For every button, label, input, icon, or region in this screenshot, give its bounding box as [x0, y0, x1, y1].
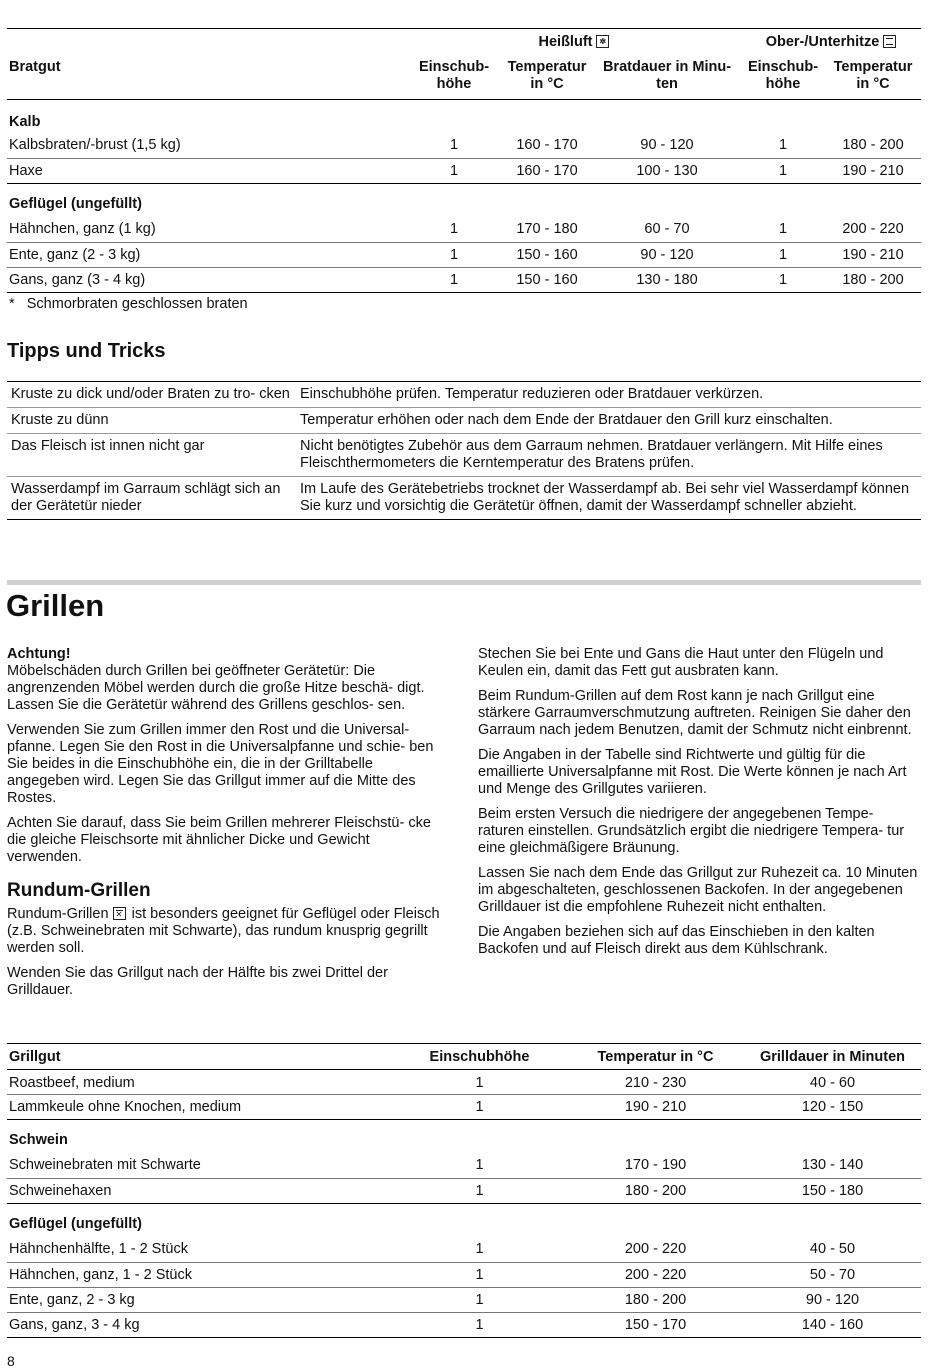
- cell-temp: 180 - 200: [624, 1291, 687, 1308]
- hot-air-fan-icon: ✲: [596, 35, 609, 48]
- paragraph: Die Angaben in der Tabelle sind Richtwerte und gültig für die emaillierte Universalpfanne mit Rost. Die Werte können je nach Art und Menge des Grillgutes variieren.: [478, 747, 907, 797]
- grillen-heading: Grillen: [6, 588, 105, 623]
- footnote-text: Schmorbraten geschlossen braten: [26, 295, 248, 312]
- paragraph: Beim ersten Versuch die niedrigere der angegebenen Tempe- raturen einstellen. Grundsätzlich ergibt die niedrigere Tempera- tur eine gleichmäßigere Bräunung.: [478, 806, 905, 856]
- cell-food: Hähnchen, ganz, 1 - 2 Stück: [9, 1266, 192, 1283]
- col-food: Bratgut: [9, 59, 61, 75]
- rundum-paragraph: [7, 906, 447, 957]
- paragraph: Wenden Sie das Grillgut nach der Hälfte bis zwei Drittel der Grilldauer.: [7, 965, 388, 998]
- cell-food: Schweinehaxen: [9, 1182, 112, 1199]
- roast-footnote: [7, 293, 921, 312]
- section-row: [7, 1203, 921, 1237]
- cell-shelf: 1: [778, 162, 788, 179]
- col-shelf-hot-air: Einschub- höhe: [418, 59, 490, 92]
- cell-shelf: 1: [449, 271, 459, 288]
- col-shelf: Einschubhöhe: [429, 1049, 530, 1065]
- cell-food: Lammkeule ohne Knochen, medium: [9, 1098, 242, 1115]
- cell-shelf: 1: [475, 1182, 484, 1199]
- page-number: 8: [7, 1353, 15, 1369]
- cell-food: Hähnchenhälfte, 1 - 2 Stück: [9, 1241, 188, 1257]
- cell-shelf: 1: [475, 1266, 484, 1283]
- cell-temp: 150 - 160: [516, 271, 578, 288]
- cell-food: Kalbsbraten/-brust (1,5 kg): [9, 137, 181, 153]
- cell-temp: 200 - 220: [624, 1241, 687, 1257]
- cell-shelf: 1: [449, 137, 459, 153]
- cell-shelf: 1: [475, 1291, 484, 1308]
- section-row: [7, 99, 921, 133]
- tip-row: [7, 408, 921, 434]
- cell-temp: 180 - 200: [624, 1182, 687, 1199]
- section-row: [7, 183, 921, 217]
- cell-shelf: 1: [475, 1316, 484, 1333]
- section-title-poultry: Geflügel (ungefüllt): [9, 195, 142, 212]
- paragraph: Stechen Sie bei Ente und Gans die Haut unter den Flügeln und Keulen ein, damit das Fett gut ausbraten kann.: [478, 646, 884, 679]
- table-row: [7, 242, 921, 267]
- table-row: [7, 1178, 921, 1203]
- cell-time: 140 - 160: [801, 1316, 864, 1333]
- grillen-left-column: [7, 646, 447, 1007]
- table-row: [7, 217, 921, 242]
- cell-shelf: 1: [475, 1241, 484, 1257]
- cell-time: 130 - 140: [801, 1157, 864, 1173]
- tip-problem: Wasserdampf im Garraum schlägt sich an der Gerätetür nieder: [7, 477, 296, 520]
- cell-food: Schweinebraten mit Schwarte: [9, 1157, 201, 1173]
- cell-shelf: 1: [475, 1157, 484, 1173]
- cell-shelf: 1: [778, 137, 788, 153]
- rundum-text-start: Rundum-Grillen: [7, 906, 109, 922]
- tip-row: [7, 477, 921, 520]
- cell-temp: 190 - 210: [624, 1098, 687, 1115]
- cell-time: 50 - 70: [809, 1266, 856, 1283]
- cell-food: Haxe: [9, 162, 43, 179]
- table-row: [7, 1287, 921, 1312]
- footnote-mark: *: [9, 295, 15, 312]
- cell-shelf: 1: [778, 221, 788, 237]
- grillen-right-column: [478, 646, 921, 966]
- tip-row: [7, 382, 921, 408]
- cell-time: 90 - 120: [640, 137, 694, 153]
- tip-solution: Temperatur erhöhen oder nach dem Ende der Bratdauer den Grill kurz einschalten.: [296, 408, 921, 434]
- cell-food: Ente, ganz, 2 - 3 kg: [9, 1291, 135, 1308]
- paragraph: Verwenden Sie zum Grillen immer den Rost und die Universal- pfanne. Legen Sie den Rost in die Universalpfanne und schie- ben Sie beides in die Einschubhöhe ein, die in der Grilltabelle angegeben wird. Legen Sie das Grillgut immer auf die Mitte des Rostes.: [7, 722, 434, 806]
- col-grill-food: Grillgut: [9, 1049, 61, 1065]
- cell-food: Gans, ganz, 3 - 4 kg: [9, 1316, 140, 1333]
- cell-temp: 200 - 220: [624, 1266, 687, 1283]
- cell-time: 130 - 180: [636, 271, 698, 288]
- cell-shelf: 1: [475, 1074, 484, 1091]
- cell-time: 150 - 180: [801, 1182, 864, 1199]
- cell-temp: 210 - 230: [624, 1074, 687, 1091]
- cell-time: 90 - 120: [805, 1291, 860, 1308]
- cell-temp: 190 - 210: [842, 246, 904, 263]
- col-grill-time: Grilldauer in Minuten: [759, 1049, 905, 1065]
- section-divider: [7, 580, 921, 585]
- cell-food: Gans, ganz (3 - 4 kg): [9, 271, 146, 288]
- paragraph: Die Angaben beziehen sich auf das Einschieben in den kalten Backofen und auf Fleisch direkt aus dem Kühlschrank.: [478, 924, 875, 957]
- rundum-heading: Rundum-Grillen: [7, 880, 151, 901]
- cell-shelf: 1: [449, 246, 459, 263]
- tip-row: [7, 434, 921, 477]
- cell-temp: 180 - 200: [842, 137, 904, 153]
- roast-table: [7, 28, 921, 312]
- warning-text: Möbelschäden durch Grillen bei geöffneter Gerätetür: Die angrenzenden Möbel werden durch die große Hitze beschä- digt. Lassen Sie die Gerätetür während des Grillens geschlos- sen.: [7, 663, 425, 713]
- cell-time: 40 - 60: [809, 1074, 856, 1091]
- paragraph: Achten Sie darauf, dass Sie beim Grillen mehrerer Fleischstü- cke die gleiche Fleischsorte mit ähnlicher Dicke und Gewicht verwenden.: [7, 815, 431, 865]
- warning-title: Achtung!: [7, 646, 71, 662]
- cell-temp: 150 - 170: [624, 1316, 687, 1333]
- cell-temp: 150 - 160: [516, 246, 578, 263]
- table-row: [7, 267, 921, 292]
- cell-time: 90 - 120: [640, 246, 694, 263]
- grill-table: [7, 1043, 921, 1338]
- top-bottom-heat-label: Ober-/Unterhitze: [765, 34, 880, 50]
- top-bottom-heat-icon: [883, 35, 896, 48]
- section-title-veal: Kalb: [9, 113, 41, 130]
- top-bottom-heat-group-header: [741, 29, 921, 53]
- hot-air-label: Heißluft: [538, 34, 593, 50]
- paragraph: Lassen Sie nach dem Ende das Grillgut zur Ruhezeit ca. 10 Minuten im abgeschalteten, geschlossenen Backofen. In der angegebenen Grilldauer ist die empfohlene Ruhezeit nicht enthalten.: [478, 865, 918, 915]
- table-row: [7, 158, 921, 183]
- table-row: [7, 1312, 921, 1337]
- paragraph: Beim Rundum-Grillen auf dem Rost kann je nach Grillgut eine stärkere Garraumverschmutzung auftreten. Reinigen Sie daher den Garraum nach jedem Benutzen, damit der Schmutz nicht einbrennt.: [478, 688, 912, 738]
- section-title-pork: Schwein: [9, 1131, 68, 1148]
- hot-air-group-header: [407, 29, 741, 53]
- cell-shelf: 1: [778, 271, 788, 288]
- table-row: [7, 1094, 921, 1119]
- table-row: [7, 1237, 921, 1262]
- cell-temp: 160 - 170: [516, 162, 578, 179]
- cell-temp: 200 - 220: [842, 221, 904, 237]
- cell-temp: 180 - 200: [842, 271, 904, 288]
- section-row: [7, 1119, 921, 1153]
- cell-temp: 170 - 190: [624, 1157, 687, 1173]
- cell-food: Roastbeef, medium: [9, 1074, 135, 1091]
- cell-temp: 160 - 170: [516, 137, 578, 153]
- col-shelf-top-bottom: Einschub- höhe: [747, 59, 819, 92]
- section-title-poultry: Geflügel (ungefüllt): [9, 1215, 142, 1232]
- tip-solution: Im Laufe des Gerätebetriebs trocknet der Wasserdampf ab. Bei sehr viel Wasserdampf können Sie kurz und vorsichtig die Gerätetür öffnen, damit der Wasserdampf schneller abzieht.: [296, 477, 921, 520]
- rundum-text-end: ist besonders geeignet für Geflügel oder Fleisch (z.B. Schweinebraten mit Schwarte), das rundum knusprig gegrillt werden soll.: [7, 906, 440, 956]
- tip-solution: Einschubhöhe prüfen. Temperatur reduzieren oder Bratdauer verkürzen.: [296, 382, 921, 408]
- cell-temp: 170 - 180: [516, 221, 578, 237]
- tip-solution: Nicht benötigtes Zubehör aus dem Garraum nehmen. Bratdauer verlängern. Mit Hilfe eines Fleischthermometers die Kerntemperatur des Bratens prüfen.: [296, 434, 921, 477]
- cell-food: Ente, ganz (2 - 3 kg): [9, 246, 141, 263]
- table-row: [7, 1262, 921, 1287]
- table-row: [7, 133, 921, 158]
- grill-table-header-row: [7, 1044, 921, 1069]
- roast-table-header-row: [7, 53, 921, 99]
- cell-food: Hähnchen, ganz (1 kg): [9, 221, 156, 237]
- tips-heading: Tipps und Tricks: [7, 340, 166, 362]
- cell-shelf: 1: [449, 221, 459, 237]
- col-temp-top-bottom: Temperatur in °C: [833, 59, 913, 92]
- table-row: [7, 1069, 921, 1094]
- cell-time: 120 - 150: [801, 1098, 864, 1115]
- cell-shelf: 1: [449, 162, 459, 179]
- rotisserie-grill-icon: ✕: [113, 907, 126, 920]
- cell-time: 40 - 50: [809, 1241, 856, 1257]
- tip-problem: Kruste zu dünn: [7, 408, 296, 434]
- col-temp-hot-air: Temperatur in °C: [507, 59, 587, 92]
- tip-problem: Das Fleisch ist innen nicht gar: [7, 434, 296, 477]
- col-temp: Temperatur in °C: [597, 1049, 714, 1065]
- table-row: [7, 1153, 921, 1178]
- tips-table: [7, 381, 921, 520]
- cell-temp: 190 - 210: [842, 162, 904, 179]
- cell-time: 60 - 70: [644, 221, 690, 237]
- col-roast-time: Bratdauer in Minu- ten: [602, 59, 732, 92]
- cell-shelf: 1: [778, 246, 788, 263]
- cell-shelf: 1: [475, 1098, 484, 1115]
- tip-problem: Kruste zu dick und/oder Braten zu tro- cken: [7, 382, 296, 408]
- cell-time: 100 - 130: [636, 162, 698, 179]
